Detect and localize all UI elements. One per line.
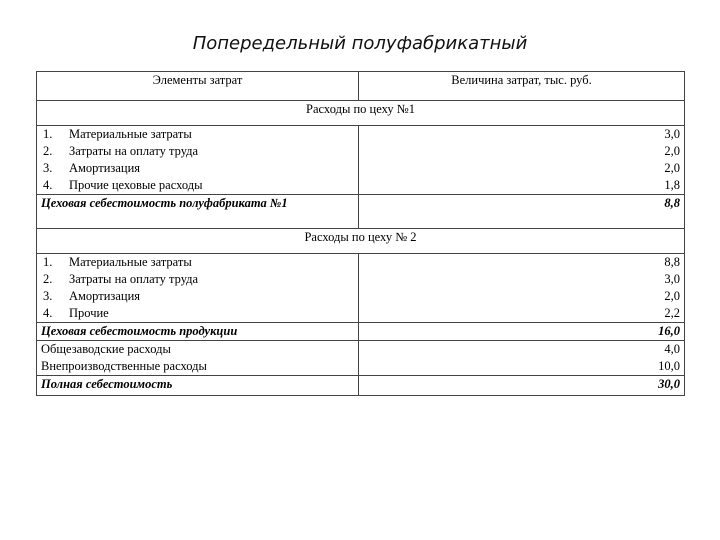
item-value: 2,0 (664, 144, 680, 158)
item-value: 2,0 (664, 161, 680, 175)
item-value: 2,2 (664, 306, 680, 320)
section2-title: Расходы по цеху № 2 (37, 229, 685, 254)
subtotal-value: 8,8 (359, 195, 685, 229)
overhead-label: Общезаводские расходы (41, 342, 171, 356)
section1-title: Расходы по цеху №1 (37, 101, 685, 126)
section2-values (359, 254, 685, 323)
header-cost-elements: Элементы затрат (37, 72, 359, 101)
section1-items-list (37, 126, 359, 195)
subtotal-value: 16,0 (359, 323, 685, 341)
section2-items-list (37, 254, 359, 323)
total-label: Полная себестоимость (37, 376, 359, 396)
item-value: 2,0 (664, 289, 680, 303)
overhead-value: 10,0 (658, 359, 680, 373)
overhead-labels (37, 341, 359, 376)
cost-table (36, 71, 685, 396)
list-item: 1. Материальные затраты (43, 127, 192, 141)
table-header-row (37, 72, 685, 101)
section1-items-row (37, 126, 685, 195)
total-value: 30,0 (359, 376, 685, 396)
total-row (37, 376, 685, 396)
list-item: 3. Амортизация (43, 289, 141, 303)
item-value: 1,8 (664, 178, 680, 192)
list-item: 4. Прочие (43, 306, 109, 320)
section1-subtotal-row (37, 195, 685, 229)
item-value: 8,8 (664, 255, 680, 269)
list-item: 2. Затраты на оплату труда (43, 144, 199, 158)
overhead-label: Внепроизводственные расходы (41, 359, 207, 373)
section2-subtotal-row (37, 323, 685, 341)
section1-values (359, 126, 685, 195)
section2-items-row (37, 254, 685, 323)
list-item: 4. Прочие цеховые расходы (43, 178, 203, 192)
subtotal-label: Цеховая себестоимость полуфабриката №1 (37, 195, 359, 229)
section-row (37, 229, 685, 254)
overhead-row (37, 341, 685, 376)
item-value: 3,0 (664, 272, 680, 286)
overhead-values (359, 341, 685, 376)
overhead-value: 4,0 (664, 342, 680, 356)
section-row (37, 101, 685, 126)
item-value: 3,0 (664, 127, 680, 141)
list-item: 1. Материальные затраты (43, 255, 192, 269)
header-cost-value: Величина затрат, тыс. руб. (359, 72, 685, 101)
subtotal-label: Цеховая себестоимость продукции (37, 323, 359, 341)
list-item: 2. Затраты на оплату труда (43, 272, 199, 286)
page-title: Попередельный полуфабрикатный (192, 33, 528, 54)
list-item: 3. Амортизация (43, 161, 141, 175)
